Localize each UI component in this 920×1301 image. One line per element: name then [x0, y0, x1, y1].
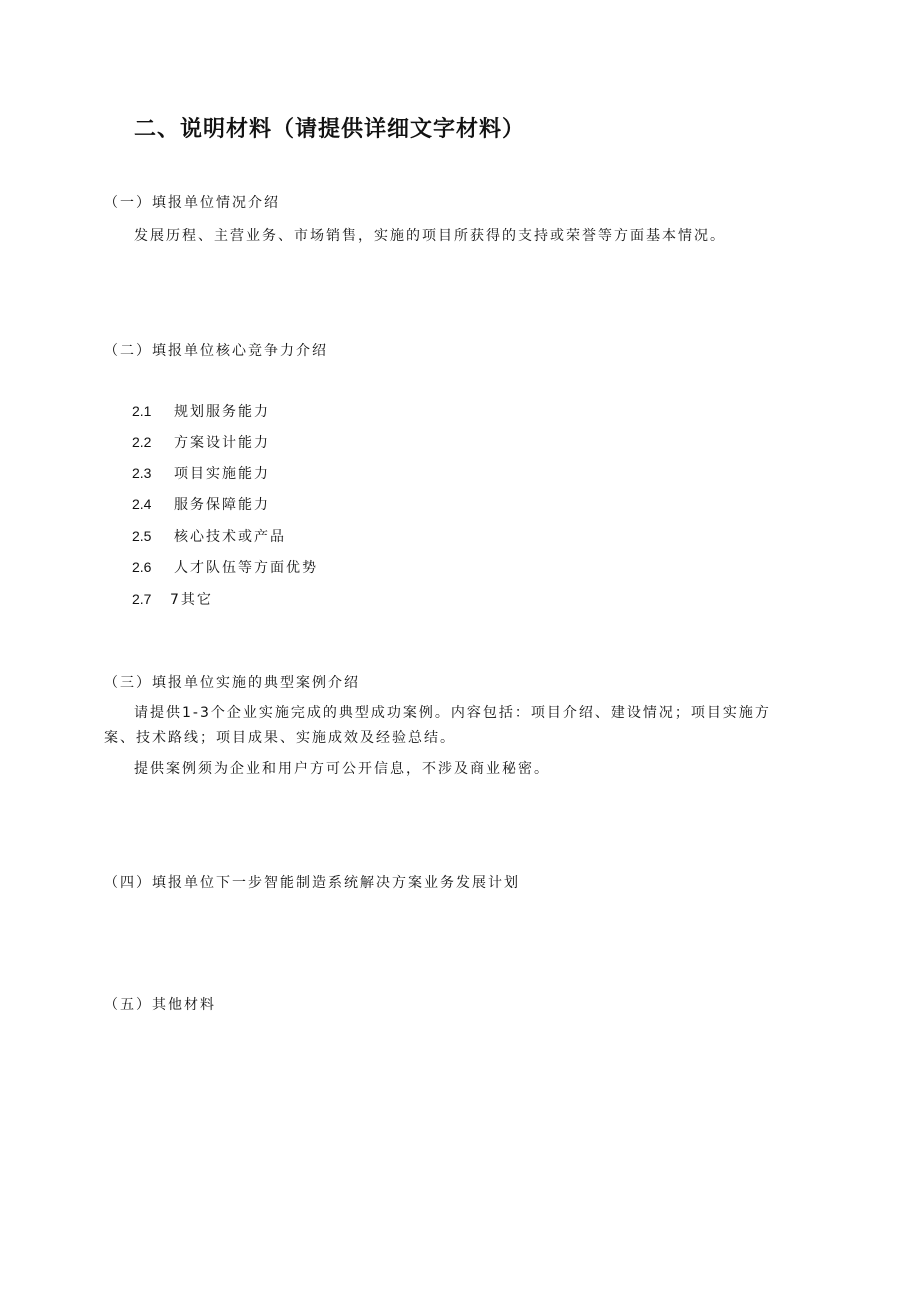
list-item-number: 2.7: [132, 591, 152, 607]
section-body-1: 发展历程、主营业务、市场销售，实施的项目所获得的支持或荣誉等方面基本情况。: [134, 228, 726, 244]
list-item-text: 方案设计能力: [174, 435, 270, 451]
list-item-text: 核心技术或产品: [174, 529, 286, 545]
list-item-number: 2.2: [132, 434, 152, 450]
section-body-3-note: 提供案例须为企业和用户方可公开信息，不涉及商业秘密。: [134, 761, 550, 777]
list-item-number: 2.1: [132, 403, 152, 419]
section-heading-1: （一）填报单位情况介绍: [104, 195, 280, 211]
list-item: [132, 494, 270, 514]
list-item-number: 2.6: [132, 559, 152, 575]
section-body-3-line-2: 案、技术路线；项目成果、实施成效及经验总结。: [104, 730, 456, 746]
section-body-3-line-1: 请提供1-3个企业实施完成的典型成功案例。内容包括：项目介绍、建设情况；项目实施方: [134, 705, 771, 721]
list-item: [132, 526, 286, 546]
list-item-text: 项目实施能力: [174, 466, 270, 482]
list-item-text: 7其它: [170, 592, 213, 608]
section-heading-3: （三）填报单位实施的典型案例介绍: [104, 675, 360, 691]
list-item-text: 人才队伍等方面优势: [174, 560, 318, 576]
list-item-number: 2.4: [132, 496, 152, 512]
list-item: [132, 401, 270, 421]
section-heading-2: （二）填报单位核心竞争力介绍: [104, 343, 328, 359]
list-item-text: 服务保障能力: [174, 497, 270, 513]
list-item-number: 2.3: [132, 465, 152, 481]
list-item: [132, 589, 213, 609]
list-item-text: 规划服务能力: [174, 404, 270, 420]
section-heading-5: （五）其他材料: [104, 997, 216, 1013]
page-title: 二、说明材料（请提供详细文字材料）: [134, 117, 526, 142]
list-item: [132, 463, 270, 483]
list-item: [132, 557, 318, 577]
list-item: [132, 432, 270, 452]
section-heading-4: （四）填报单位下一步智能制造系统解决方案业务发展计划: [104, 875, 520, 891]
list-item-number: 2.5: [132, 528, 152, 544]
